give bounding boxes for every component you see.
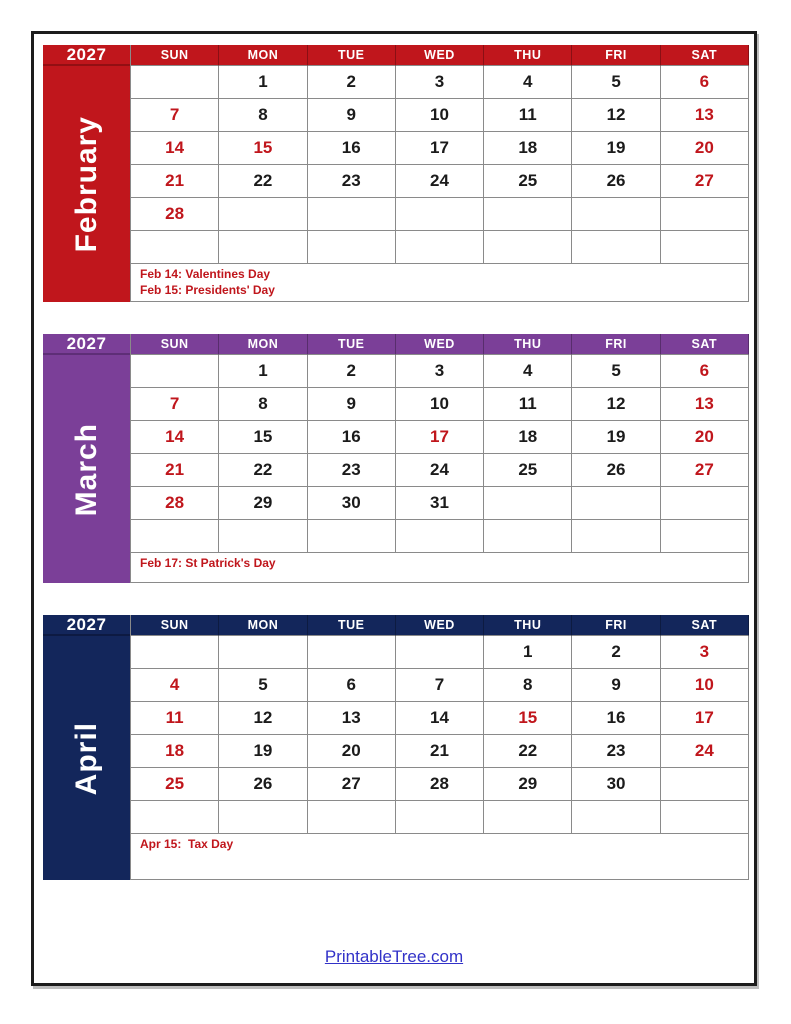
date-cell-march-27: 27 — [661, 454, 749, 487]
date-cell-february-22: 22 — [219, 165, 307, 198]
date-cell-march-4: 4 — [484, 355, 572, 388]
date-cell-february-10: 10 — [396, 99, 484, 132]
month-side-banner — [43, 615, 130, 880]
date-cell-empty — [484, 198, 572, 231]
date-cell-april-19: 19 — [219, 735, 307, 768]
date-cell-march-31: 31 — [396, 487, 484, 520]
weekday-header-thu: THU — [484, 45, 572, 66]
date-cell-april-23: 23 — [572, 735, 660, 768]
date-cell-february-25: 25 — [484, 165, 572, 198]
date-cell-march-14: 14 — [131, 421, 219, 454]
date-cell-empty — [572, 198, 660, 231]
date-cell-empty — [572, 801, 660, 834]
date-cell-april-29: 29 — [484, 768, 572, 801]
date-cell-february-4: 4 — [484, 66, 572, 99]
date-cell-empty — [396, 198, 484, 231]
date-cell-april-3: 3 — [661, 636, 749, 669]
date-cell-april-4: 4 — [131, 669, 219, 702]
date-cell-march-21: 21 — [131, 454, 219, 487]
date-cell-april-18: 18 — [131, 735, 219, 768]
date-cell-empty — [131, 636, 219, 669]
year-label: 2027 — [43, 45, 130, 66]
date-cell-empty — [661, 231, 749, 264]
date-cell-march-15: 15 — [219, 421, 307, 454]
date-cell-april-12: 12 — [219, 702, 307, 735]
date-cell-empty — [484, 520, 572, 553]
date-cell-march-19: 19 — [572, 421, 660, 454]
date-cell-february-23: 23 — [308, 165, 396, 198]
date-cell-april-2: 2 — [572, 636, 660, 669]
date-cell-april-27: 27 — [308, 768, 396, 801]
date-cell-february-15: 15 — [219, 132, 307, 165]
calendar-grid — [130, 615, 749, 880]
date-cell-february-14: 14 — [131, 132, 219, 165]
date-cell-february-7: 7 — [131, 99, 219, 132]
date-cell-empty — [219, 231, 307, 264]
date-cell-empty — [572, 520, 660, 553]
date-cell-march-12: 12 — [572, 388, 660, 421]
holiday-note: Feb 17: St Patrick's Day — [140, 556, 276, 571]
holiday-notes — [131, 553, 749, 583]
date-cell-april-14: 14 — [396, 702, 484, 735]
date-cell-february-13: 13 — [661, 99, 749, 132]
weekday-header-tue: TUE — [308, 334, 396, 355]
date-cell-march-23: 23 — [308, 454, 396, 487]
holiday-note: Feb 15: Presidents' Day — [140, 282, 275, 297]
weekday-header-fri: FRI — [572, 45, 660, 66]
weekday-header-wed: WED — [396, 334, 484, 355]
date-cell-empty — [572, 231, 660, 264]
date-cell-empty — [396, 231, 484, 264]
weekday-header-tue: TUE — [308, 615, 396, 636]
date-cell-empty — [131, 801, 219, 834]
date-cell-april-13: 13 — [308, 702, 396, 735]
date-cell-empty — [219, 636, 307, 669]
date-cell-february-17: 17 — [396, 132, 484, 165]
date-cell-february-28: 28 — [131, 198, 219, 231]
calendar-grid — [130, 334, 749, 583]
date-cell-february-19: 19 — [572, 132, 660, 165]
date-cell-april-17: 17 — [661, 702, 749, 735]
date-cell-march-10: 10 — [396, 388, 484, 421]
date-cell-march-7: 7 — [131, 388, 219, 421]
date-cell-march-28: 28 — [131, 487, 219, 520]
date-cell-april-24: 24 — [661, 735, 749, 768]
footer — [34, 947, 754, 967]
date-cell-february-20: 20 — [661, 132, 749, 165]
holiday-note: Apr 15: Tax Day — [140, 837, 234, 852]
date-cell-empty — [661, 520, 749, 553]
date-cell-april-20: 20 — [308, 735, 396, 768]
date-cell-february-1: 1 — [219, 66, 307, 99]
calendar-grid — [130, 45, 749, 302]
date-cell-february-6: 6 — [661, 66, 749, 99]
date-cell-april-8: 8 — [484, 669, 572, 702]
date-cell-april-10: 10 — [661, 669, 749, 702]
date-cell-empty — [484, 801, 572, 834]
page-frame — [31, 31, 757, 986]
date-cell-empty — [484, 231, 572, 264]
date-cell-march-16: 16 — [308, 421, 396, 454]
date-cell-march-3: 3 — [396, 355, 484, 388]
date-cell-april-16: 16 — [572, 702, 660, 735]
weekday-header-sun: SUN — [131, 615, 219, 636]
date-cell-april-22: 22 — [484, 735, 572, 768]
date-cell-empty — [131, 520, 219, 553]
date-cell-april-25: 25 — [131, 768, 219, 801]
weekday-header-thu: THU — [484, 334, 572, 355]
weekday-header-wed: WED — [396, 45, 484, 66]
date-cell-february-26: 26 — [572, 165, 660, 198]
date-cell-march-20: 20 — [661, 421, 749, 454]
date-cell-march-13: 13 — [661, 388, 749, 421]
months-container — [40, 45, 754, 880]
month-side-banner — [43, 45, 130, 302]
date-cell-empty — [396, 520, 484, 553]
date-cell-empty — [661, 801, 749, 834]
date-cell-april-30: 30 — [572, 768, 660, 801]
date-cell-empty — [484, 487, 572, 520]
date-cell-empty — [308, 801, 396, 834]
year-label: 2027 — [43, 334, 130, 355]
month-name-banner — [43, 66, 130, 302]
date-cell-february-21: 21 — [131, 165, 219, 198]
date-cell-march-9: 9 — [308, 388, 396, 421]
date-cell-february-27: 27 — [661, 165, 749, 198]
date-cell-empty — [308, 231, 396, 264]
weekday-header-sun: SUN — [131, 334, 219, 355]
weekday-header-sat: SAT — [661, 45, 749, 66]
holiday-notes — [131, 264, 749, 302]
date-cell-february-16: 16 — [308, 132, 396, 165]
date-cell-march-8: 8 — [219, 388, 307, 421]
weekday-header-thu: THU — [484, 615, 572, 636]
date-cell-march-24: 24 — [396, 454, 484, 487]
date-cell-april-7: 7 — [396, 669, 484, 702]
date-cell-empty — [219, 198, 307, 231]
date-cell-february-18: 18 — [484, 132, 572, 165]
holiday-note: Feb 14: Valentines Day — [140, 267, 271, 281]
weekday-header-fri: FRI — [572, 334, 660, 355]
month-name-banner — [43, 355, 130, 583]
date-cell-march-29: 29 — [219, 487, 307, 520]
printabletree-link[interactable]: PrintableTree.com — [324, 947, 464, 966]
date-cell-empty — [308, 198, 396, 231]
date-cell-empty — [131, 66, 219, 99]
date-cell-april-5: 5 — [219, 669, 307, 702]
date-cell-february-12: 12 — [572, 99, 660, 132]
weekday-header-fri: FRI — [572, 615, 660, 636]
year-label: 2027 — [43, 615, 130, 636]
weekday-header-sun: SUN — [131, 45, 219, 66]
weekday-header-sat: SAT — [661, 334, 749, 355]
month-block-april — [43, 615, 749, 880]
date-cell-empty — [308, 636, 396, 669]
date-cell-empty — [396, 801, 484, 834]
weekday-header-mon: MON — [219, 334, 307, 355]
date-cell-march-30: 30 — [308, 487, 396, 520]
date-cell-empty — [131, 355, 219, 388]
date-cell-march-11: 11 — [484, 388, 572, 421]
month-name: March — [69, 422, 103, 516]
date-cell-empty — [661, 768, 749, 801]
date-cell-march-22: 22 — [219, 454, 307, 487]
date-cell-february-5: 5 — [572, 66, 660, 99]
month-side-banner — [43, 334, 130, 583]
date-cell-february-24: 24 — [396, 165, 484, 198]
date-cell-march-18: 18 — [484, 421, 572, 454]
date-cell-empty — [661, 198, 749, 231]
date-cell-empty — [396, 636, 484, 669]
date-cell-april-15: 15 — [484, 702, 572, 735]
date-cell-february-9: 9 — [308, 99, 396, 132]
date-cell-february-8: 8 — [219, 99, 307, 132]
weekday-header-sat: SAT — [661, 615, 749, 636]
date-cell-march-25: 25 — [484, 454, 572, 487]
date-cell-empty — [219, 520, 307, 553]
date-cell-april-11: 11 — [131, 702, 219, 735]
weekday-header-mon: MON — [219, 45, 307, 66]
month-block-february — [43, 45, 749, 302]
date-cell-march-6: 6 — [661, 355, 749, 388]
date-cell-february-11: 11 — [484, 99, 572, 132]
date-cell-april-28: 28 — [396, 768, 484, 801]
date-cell-empty — [661, 487, 749, 520]
date-cell-march-26: 26 — [572, 454, 660, 487]
date-cell-february-2: 2 — [308, 66, 396, 99]
date-cell-march-1: 1 — [219, 355, 307, 388]
month-name: April — [69, 721, 103, 795]
date-cell-empty — [219, 801, 307, 834]
month-block-march — [43, 334, 749, 583]
month-name-banner — [43, 636, 130, 880]
date-cell-april-6: 6 — [308, 669, 396, 702]
date-cell-february-3: 3 — [396, 66, 484, 99]
weekday-header-tue: TUE — [308, 45, 396, 66]
date-cell-march-17: 17 — [396, 421, 484, 454]
weekday-header-mon: MON — [219, 615, 307, 636]
holiday-notes — [131, 834, 749, 880]
date-cell-empty — [308, 520, 396, 553]
date-cell-april-1: 1 — [484, 636, 572, 669]
date-cell-march-2: 2 — [308, 355, 396, 388]
month-name: February — [69, 115, 103, 253]
date-cell-april-21: 21 — [396, 735, 484, 768]
date-cell-april-26: 26 — [219, 768, 307, 801]
date-cell-empty — [572, 487, 660, 520]
weekday-header-wed: WED — [396, 615, 484, 636]
date-cell-empty — [131, 231, 219, 264]
date-cell-march-5: 5 — [572, 355, 660, 388]
date-cell-april-9: 9 — [572, 669, 660, 702]
